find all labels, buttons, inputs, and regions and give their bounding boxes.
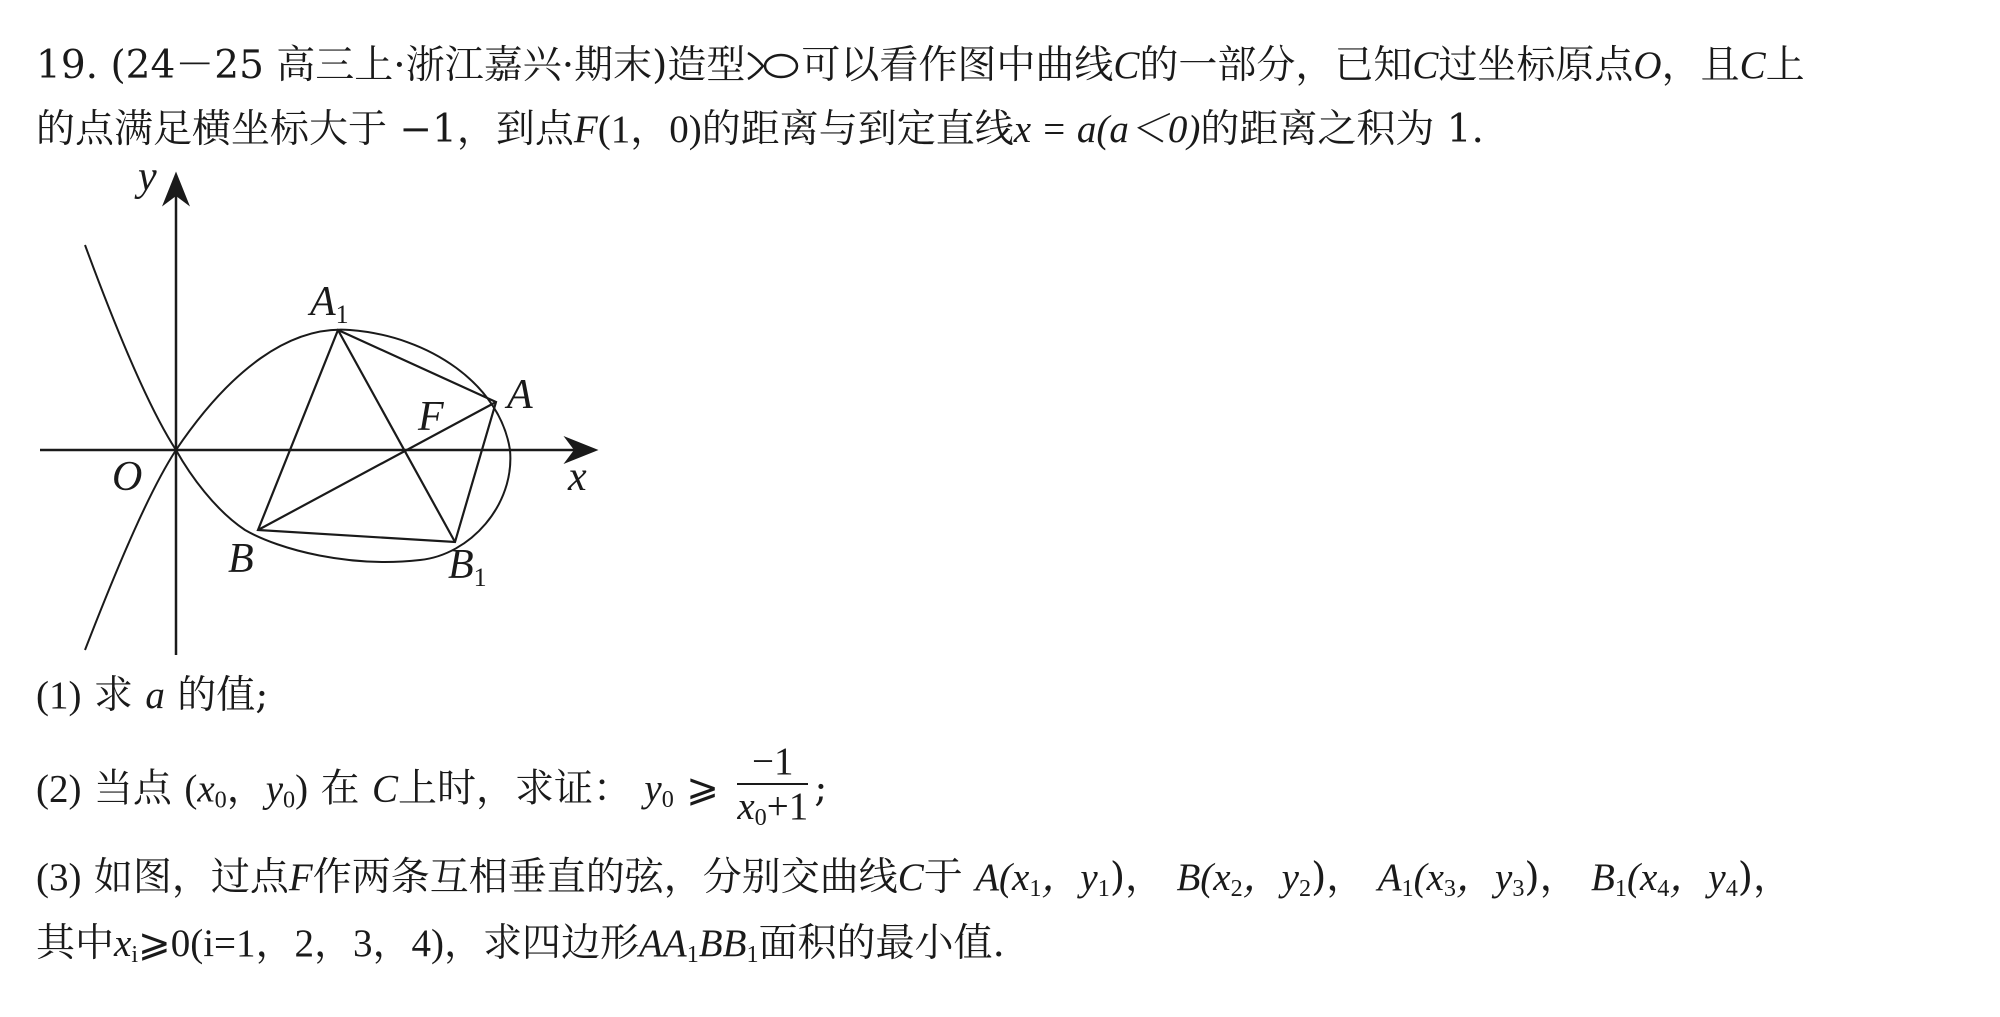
part-text: 面积的最小值. xyxy=(758,921,1005,966)
curve-C: C xyxy=(371,767,398,811)
problem-line-1 xyxy=(36,43,1805,88)
label-A: A xyxy=(507,372,533,418)
label-B1: B1 xyxy=(448,542,487,592)
part-text: 上时，求证： xyxy=(397,766,632,812)
problem-text: 的距离之积为 1. xyxy=(1200,107,1484,152)
part-text: 作两条互相垂直的弦，分别交曲线 xyxy=(312,855,898,900)
label-B: B xyxy=(228,536,254,582)
condition: ⩾0(i=1，2，3，4)，求四边形 xyxy=(138,922,640,965)
point-F-coords: (1，0) xyxy=(597,108,702,151)
quad-name: $AA_1BB_1$ xyxy=(639,922,759,969)
chord-A-B xyxy=(258,402,496,530)
problem-text: 可以看作图中曲线 xyxy=(801,43,1114,88)
problem-text: 的点满足横坐标大于 −1，到点 xyxy=(36,107,574,152)
var-a: a xyxy=(145,674,165,717)
point-F: F xyxy=(288,856,313,899)
problem-number: 19. xyxy=(36,43,99,88)
part-text: 求 xyxy=(93,673,133,718)
part-label: (2) xyxy=(36,767,82,811)
point-A1: $A_1(x_3$，$y_3$ xyxy=(1377,856,1525,903)
line-equation: x = a xyxy=(1013,108,1097,151)
part-label: (1) xyxy=(36,674,82,717)
part-text: 如图，过点 xyxy=(93,855,289,900)
problem-source: (24－25 高三上·浙江嘉兴·期末) xyxy=(110,43,668,88)
label-O: O xyxy=(112,454,143,500)
problem-text: 的一部分，已知 xyxy=(1139,43,1413,88)
origin-O: O xyxy=(1633,44,1662,87)
part-label: (3) xyxy=(36,856,82,899)
label-y: y xyxy=(138,160,157,200)
part-text: 其中 xyxy=(36,921,115,966)
point-A: $A(x_1$，$y_1$ xyxy=(975,856,1110,903)
curve-C: C xyxy=(1412,44,1439,87)
line-condition: (a＜0) xyxy=(1096,108,1201,151)
ornament-icon xyxy=(745,50,801,82)
part-3-line-2 xyxy=(36,921,1005,969)
label-F: F xyxy=(418,394,444,440)
part-text: 当点 xyxy=(93,766,172,812)
curve-C: C xyxy=(1113,44,1140,87)
part-3-line-1: (3) 如图，过点F作两条互相垂直的弦，分别交曲线C于 $A(x_1$，$y_1$)， $B(x_2$，$y_2$)， $A_1(x_3$，$y_3$)， $B_1(x_4$，$y_4$)， xyxy=(36,855,1792,903)
label-x: x xyxy=(568,454,587,500)
label-A1: A1 xyxy=(310,279,349,329)
problem-line-2 xyxy=(36,107,1484,152)
part-1 xyxy=(36,673,269,718)
point-F: F xyxy=(573,108,598,151)
problem-text: 过坐标原点 xyxy=(1438,43,1634,88)
problem-text: 上 xyxy=(1765,43,1805,88)
var-xi: $x_i$ xyxy=(114,922,139,969)
figure xyxy=(30,160,630,660)
part-text: 于 xyxy=(923,855,963,900)
problem-text: ，且 xyxy=(1661,43,1740,88)
point-B1: $B_1(x_4$，$y_4$ xyxy=(1591,856,1738,903)
curve-C: C xyxy=(1739,44,1766,87)
problem-text: 的距离与到定直线 xyxy=(701,107,1014,152)
curve-upper-branch xyxy=(85,245,176,450)
part-2: (2) 当点 ($x_0$，$y_0$) 在 C上时，求证： $y_0$ ⩾ $\frac{-1}{x_0+1}$ ; xyxy=(36,740,828,832)
problem-text: 造型 xyxy=(667,43,746,88)
point-B: $B(x_2$，$y_2$ xyxy=(1176,856,1312,903)
inequality: $y_0$ ⩾ $\frac{-1}{x_0+1}$ ; xyxy=(644,740,828,832)
curve-C: C xyxy=(897,856,924,899)
fraction: $\frac{-1}{x_0+1}$ xyxy=(737,740,809,832)
part-text: 在 xyxy=(320,766,360,812)
part-text: 的值; xyxy=(177,673,269,718)
